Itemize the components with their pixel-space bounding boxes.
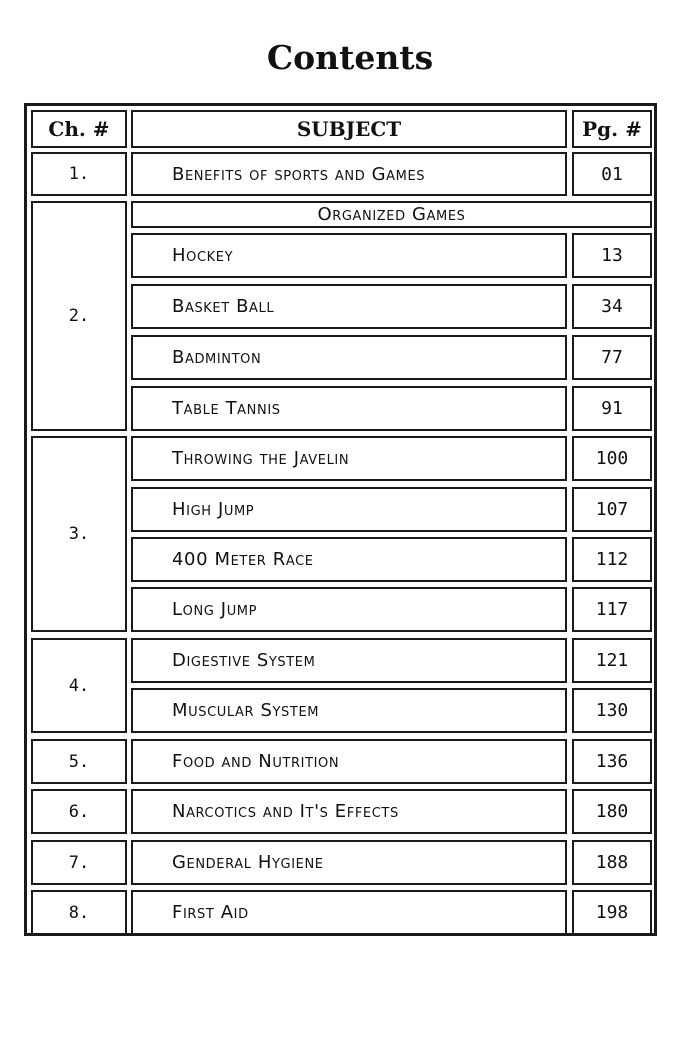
chapter-number-6: 6. bbox=[31, 789, 127, 834]
toc-entry-subject: 400 Meter Race bbox=[131, 537, 567, 582]
toc-entry-page: 34 bbox=[572, 284, 652, 329]
toc-entry-page: 198 bbox=[572, 890, 652, 935]
toc-entry-subject: Basket Ball bbox=[131, 284, 567, 329]
chapter-number-3: 3. bbox=[31, 436, 127, 632]
toc-entry-subject: Digestive System bbox=[131, 638, 567, 683]
toc-entry-subject: High Jump bbox=[131, 487, 567, 532]
toc-entry-page: 112 bbox=[572, 537, 652, 582]
toc-entry-page: 107 bbox=[572, 487, 652, 532]
toc-entry-page: 100 bbox=[572, 436, 652, 481]
toc-entry-subject: Badminton bbox=[131, 335, 567, 380]
chapter-number-2: 2. bbox=[31, 201, 127, 431]
toc-entry-subject: Muscular System bbox=[131, 688, 567, 733]
header-page: Pg. # bbox=[572, 110, 652, 148]
toc-entry-subject: Genderal Hygiene bbox=[131, 840, 567, 885]
toc-entry-subject: Hockey bbox=[131, 233, 567, 278]
toc-entry-page: 117 bbox=[572, 587, 652, 632]
toc-entry-subject: Throwing the Javelin bbox=[131, 436, 567, 481]
toc-entry-subject: Long Jump bbox=[131, 587, 567, 632]
toc-entry-page: 121 bbox=[572, 638, 652, 683]
chapter-number-7: 7. bbox=[31, 840, 127, 885]
toc-entry-page: 130 bbox=[572, 688, 652, 733]
toc-entry-page: 136 bbox=[572, 739, 652, 784]
chapter-number-8: 8. bbox=[31, 890, 127, 935]
toc-entry-subject: Table Tannis bbox=[131, 386, 567, 431]
chapter-number-5: 5. bbox=[31, 739, 127, 784]
toc-entry-subject: Food and Nutrition bbox=[131, 739, 567, 784]
header-subject: SUBJECT bbox=[131, 110, 567, 148]
page-title: Contents bbox=[266, 38, 434, 77]
toc-entry-subject: First Aid bbox=[131, 890, 567, 935]
chapter-number-4: 4. bbox=[31, 638, 127, 733]
header-chapter: Ch. # bbox=[31, 110, 127, 148]
group-heading: Organized Games bbox=[131, 201, 652, 228]
toc-entry-page: 13 bbox=[572, 233, 652, 278]
toc-entry-page: 91 bbox=[572, 386, 652, 431]
toc-entry-subject: Benefits of sports and Games bbox=[131, 152, 567, 196]
toc-entry-page: 180 bbox=[572, 789, 652, 834]
toc-entry-subject: Narcotics and It's Effects bbox=[131, 789, 567, 834]
toc-entry-page: 01 bbox=[572, 152, 652, 196]
toc-entry-page: 77 bbox=[572, 335, 652, 380]
chapter-number-1: 1. bbox=[31, 152, 127, 196]
toc-entry-page: 188 bbox=[572, 840, 652, 885]
